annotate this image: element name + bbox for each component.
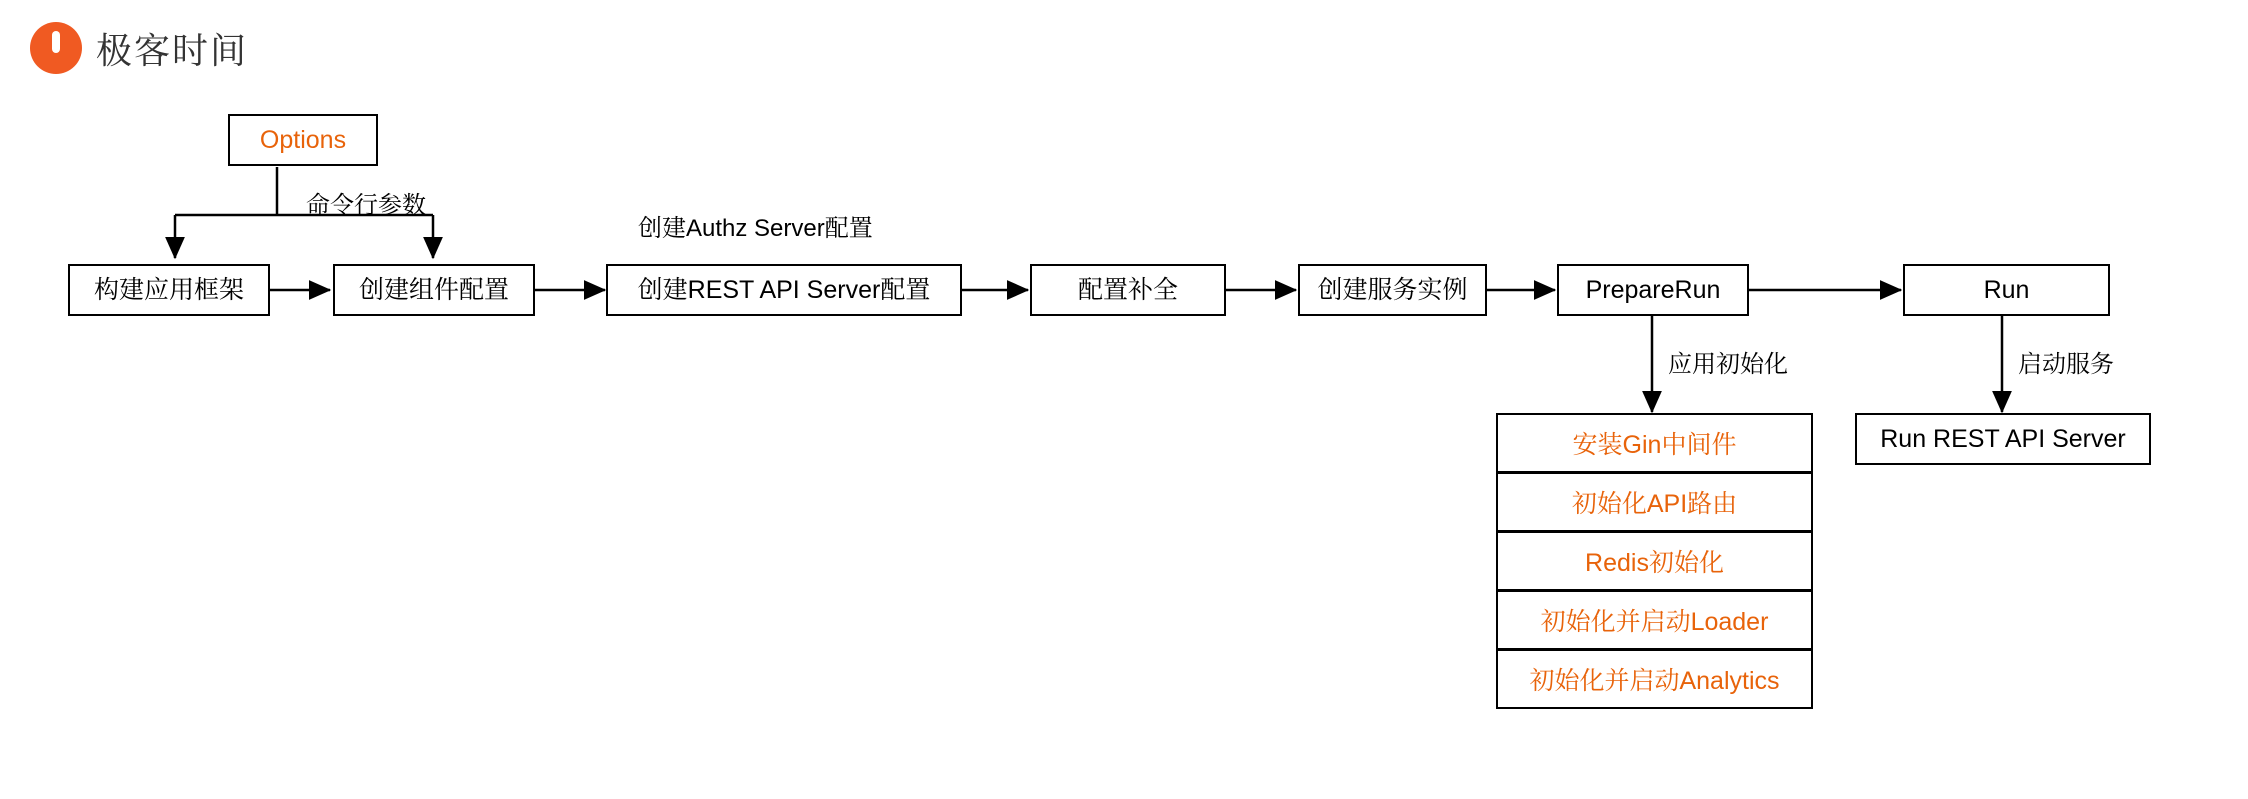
node-create-service-instance[interactable] [1298, 264, 1487, 316]
node-options[interactable] [228, 114, 378, 166]
node-prepare-run[interactable] [1557, 264, 1749, 316]
edge-label-cmdline-args: 命令行参数 [306, 192, 426, 219]
node-prepare-run-label: PrepareRun [1585, 275, 1721, 304]
edge-label-create-authz-server-config: 创建Authz Server配置 [638, 215, 873, 242]
stack-item-init-start-loader-label: 初始化并启动Loader [1540, 608, 1769, 636]
node-config-complete[interactable] [1030, 264, 1226, 316]
stack-item-init-start-analytics[interactable] [1496, 649, 1813, 709]
stack-item-init-start-analytics-label: 初始化并启动Analytics [1529, 667, 1780, 695]
brand-logo [30, 22, 248, 74]
node-build-app-framework[interactable] [68, 264, 270, 316]
node-options-label: Options [259, 125, 347, 154]
node-create-service-instance-label: 创建服务实例 [1317, 275, 1468, 304]
stack-item-init-api-routes[interactable] [1496, 472, 1813, 532]
stack-item-init-api-routes-label: 初始化API路由 [1571, 490, 1738, 518]
stack-item-redis-init-label: Redis初始化 [1585, 549, 1724, 577]
stack-item-install-gin-middleware[interactable] [1496, 413, 1813, 473]
node-create-rest-api-server-config[interactable] [606, 264, 962, 316]
node-build-app-framework-label: 构建应用框架 [93, 275, 244, 304]
node-config-complete-label: 配置补全 [1077, 275, 1178, 304]
node-run-rest-api-server[interactable] [1855, 413, 2151, 465]
edge-label-start-service: 启动服务 [2018, 351, 2114, 378]
node-create-rest-api-server-config-label: 创建REST API Server配置 [637, 275, 931, 304]
node-create-component-config[interactable] [333, 264, 535, 316]
node-run-label: Run [1983, 275, 2030, 304]
stack-item-install-gin-middleware-label: 安装Gin中间件 [1572, 431, 1737, 459]
brand-name: 极客时间 [96, 29, 249, 71]
node-create-component-config-label: 创建组件配置 [358, 275, 509, 304]
stack-item-redis-init[interactable] [1496, 531, 1813, 591]
geekbang-logo-icon [30, 22, 82, 74]
node-run-rest-api-server-label: Run REST API Server [1880, 424, 2126, 453]
stack-item-init-start-loader[interactable] [1496, 590, 1813, 650]
edge-label-app-init: 应用初始化 [1668, 351, 1788, 378]
node-run[interactable] [1903, 264, 2110, 316]
